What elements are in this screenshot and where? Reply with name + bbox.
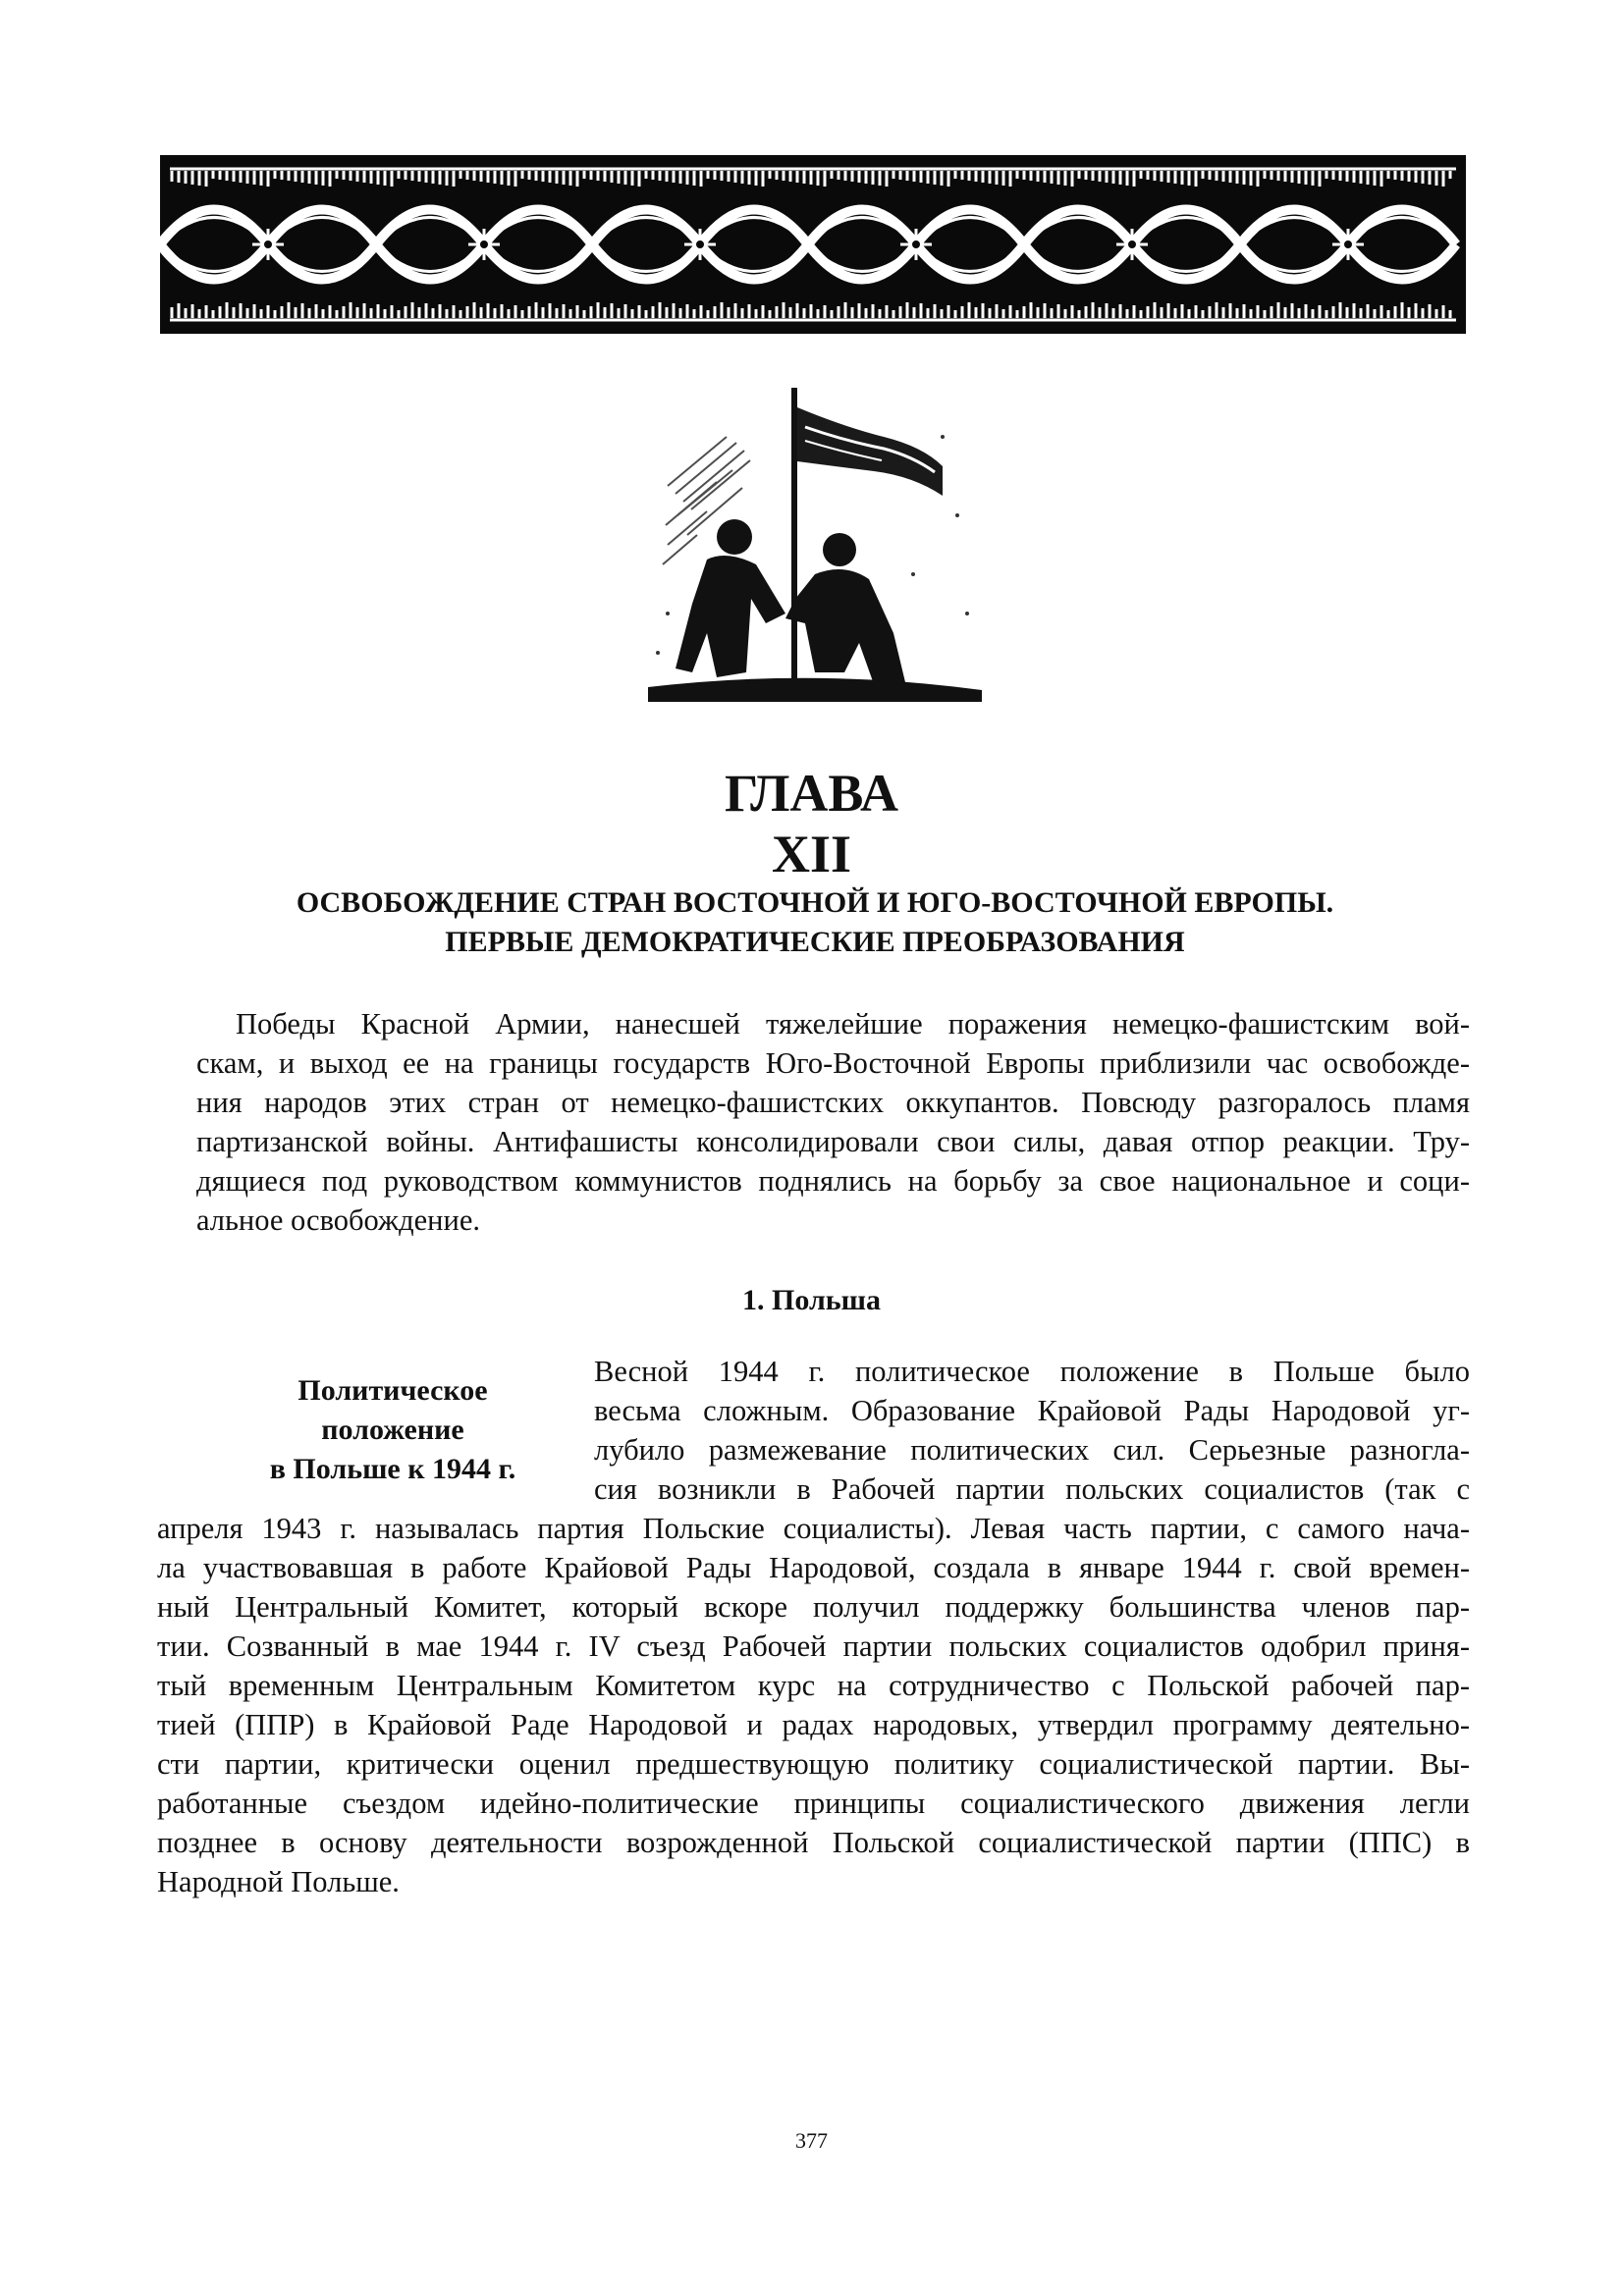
chapter-title	[157, 883, 1473, 962]
chapter-number: XII	[771, 825, 852, 883]
body-line: Весной 1944 г. политическое положение в Польше было	[594, 1355, 1470, 1388]
intro-line: Победы Красной Армии, нанесшей тяжелейшие поражения немецко-фашистским вой-	[236, 1007, 1470, 1041]
chapter-title-line-2: ПЕРВЫЕ ДЕМОКРАТИЧЕСКИЕ ПРЕОБРАЗОВАНИЯ	[445, 926, 1185, 958]
intro-line: альное освобождение.	[196, 1203, 480, 1237]
body-line: тый временным Центральным Комитетом курс на сотрудничество с Польской рабочей пар-	[157, 1669, 1470, 1702]
body-line: позднее в основу деятельности возрожденной Польской социалистической партии (ППС) в	[157, 1826, 1470, 1859]
intro-paragraph	[157, 1004, 1470, 1240]
sidenote-line-3: в Польше к 1944 г.	[269, 1453, 516, 1485]
body-line: ный Центральный Комитет, который вскоре получил поддержку большинства членов пар-	[157, 1590, 1470, 1624]
intro-line: дящиеся под руководством коммунистов поднялись на борьбу за свое национальное и соци-	[196, 1164, 1470, 1198]
page-number: 377	[795, 2128, 828, 2153]
ornamental-banner	[160, 155, 1466, 334]
body-line: сия возникли в Рабочей партии польских социалистов (так с	[594, 1472, 1470, 1506]
body-line: ла участвовавшая в работе Крайовой Рады Народовой, создала в январе 1944 г. свой времен-	[157, 1551, 1470, 1584]
body-line: работанные съездом идейно-политические принципы социалистического движения легли	[157, 1787, 1470, 1820]
body-line: апреля 1943 г. называлась партия Польские социалисты). Левая часть партии, с самого нача-	[157, 1512, 1470, 1545]
flag-raising-illustration	[648, 378, 982, 721]
intro-line: скам, и выход ее на границы государств Юго-Восточной Европы приблизили час освобожде-	[196, 1046, 1470, 1080]
body-line: Народной Польше.	[157, 1865, 400, 1898]
body-line: тией (ППР) в Крайовой Раде Народовой и радах народовых, утвердил программу деятельно-	[157, 1708, 1470, 1741]
body-paragraph-rest	[157, 1509, 1470, 1901]
body-paragraph-top	[594, 1352, 1470, 1509]
body-line: сти партии, критически оценил предшествующую политику социалистической партии. Вы-	[157, 1747, 1470, 1781]
chapter-title-line-1: ОСВОБОЖДЕНИЕ СТРАН ВОСТОЧНОЙ И ЮГО-ВОСТОЧНОЙ ЕВРОПЫ.	[296, 886, 1334, 919]
body-line: лубило размежевание политических сил. Серьезные разногла-	[594, 1433, 1470, 1467]
body-line: тии. Созванный в мае 1944 г. IV съезд Рабочей партии польских социалистов одобрил приня-	[157, 1629, 1470, 1663]
margin-sidenote	[231, 1371, 555, 1489]
sidenote-line-1: Политическое	[298, 1374, 488, 1407]
chapter-label: ГЛАВА	[724, 764, 899, 823]
body-line: весьма сложным. Образование Крайовой Рады Народовой уг-	[594, 1394, 1470, 1427]
intro-line: партизанской войны. Антифашисты консолидировали свои силы, давая отпор реакции. Тру-	[196, 1125, 1470, 1158]
section-heading: 1. Польша	[742, 1284, 881, 1316]
sidenote-line-2: положение	[321, 1414, 464, 1446]
intro-line: ния народов этих стран от немецко-фашистских оккупантов. Повсюду разгоралось пламя	[196, 1086, 1470, 1119]
